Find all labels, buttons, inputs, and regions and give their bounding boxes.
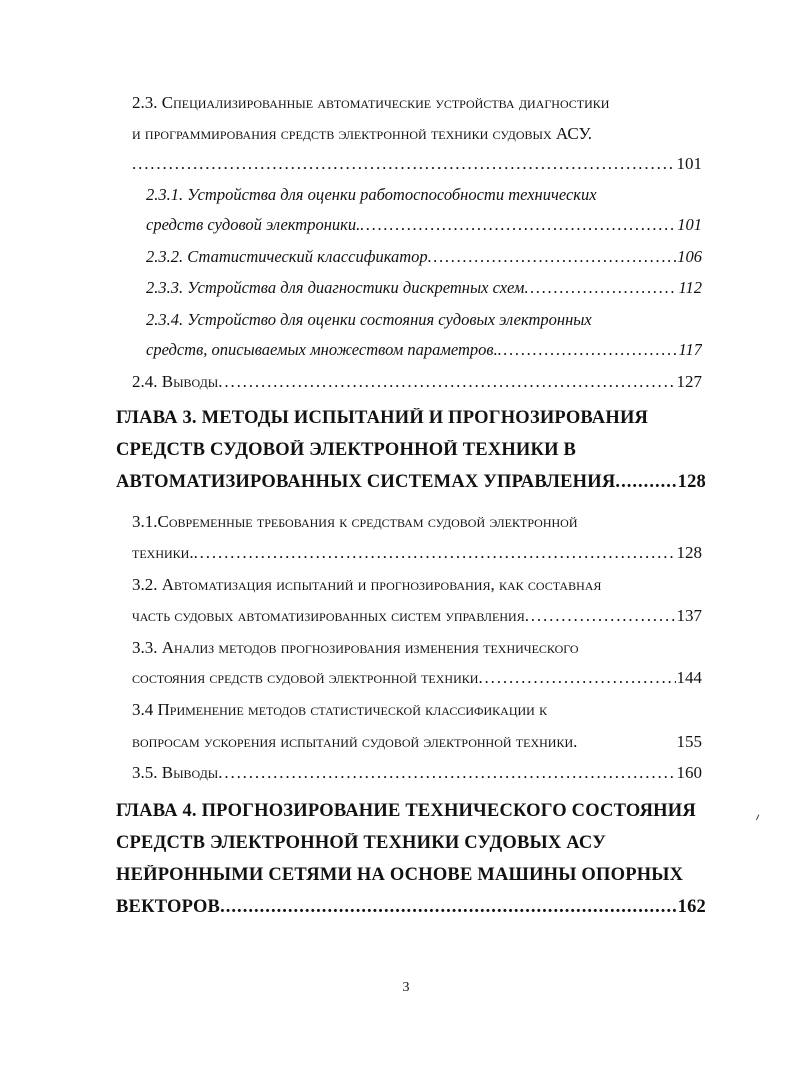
toc-entry-2-3-1-line1: 2.3.1. Устройства для оценки работоспособности технических: [146, 185, 597, 204]
dot-leader: [524, 278, 677, 298]
toc-entry-2-3-1-line2: средств судовой электроники. . . . 101: [146, 215, 702, 235]
toc-entry-2-3-4-line1: 2.3.4. Устройство для оценки состояния судовых электронных: [146, 310, 592, 329]
page-ref: 162: [677, 897, 706, 917]
toc-entry-2-3-4-line2: средств, описываемых множеством параметров. . . . 117: [146, 340, 702, 360]
toc-entry-3-3-line2: состояния средств судовой электронной техники . . . 144: [132, 668, 702, 688]
toc-entry-2-3-line2: и программирования средств электронной техники судовых АСУ.: [132, 124, 592, 143]
dot-leader: [218, 372, 675, 392]
page-ref: 128: [676, 543, 702, 562]
toc-entry-3-2-line1: 3.2. Автоматизация испытаний и прогнозирования, как составная: [132, 575, 602, 594]
dot-leader: [194, 543, 676, 563]
page-ref: 101: [677, 215, 702, 234]
toc-chapter-4-line1: ГЛАВА 4. ПРОГНОЗИРОВАНИЕ ТЕХНИЧЕСКОГО СОСТОЯНИЯ: [116, 801, 696, 821]
toc-entry-3-2-line2: часть судовых автоматизированных систем управления . . . 137: [132, 606, 702, 626]
page-ref: 106: [677, 247, 702, 266]
page-ref: 101: [676, 154, 702, 173]
toc-entry-3-4-line1: 3.4 Применение методов статистической классификации к: [132, 700, 548, 719]
dot-leader: [525, 606, 676, 626]
page-ref: 127: [676, 372, 702, 391]
page-ref: 117: [678, 340, 702, 359]
toc-entry-3-1-line1: 3.1.Современные требования к средствам судовой электронной: [132, 512, 578, 531]
dot-leader: [615, 472, 676, 493]
page-ref: 128: [677, 472, 706, 492]
toc-entry-3-4-line2: вопросам ускорения испытаний судовой электронной техники. 155: [132, 732, 702, 751]
dot-leader: [218, 763, 675, 783]
dot-leader: [428, 247, 677, 267]
dot-leader: [132, 154, 676, 174]
toc-entry-3-3-line1: 3.3. Анализ методов прогнозирования изменения технического: [132, 638, 579, 657]
toc-entry-3-1-line2: техники. . . . 128: [132, 543, 702, 563]
dot-leader: [498, 340, 678, 360]
page-ref: 112: [678, 278, 702, 297]
toc-chapter-3-line1: ГЛАВА 3. МЕТОДЫ ИСПЫТАНИЙ И ПРОГНОЗИРОВАНИЯ: [116, 408, 649, 428]
toc-entry-2-3-leader: [132, 154, 702, 174]
toc-chapter-4-line3: НЕЙРОННЫМИ СЕТЯМИ НА ОСНОВЕ МАШИНЫ ОПОРНЫХ: [116, 865, 684, 885]
page-ref: 144: [676, 668, 702, 687]
toc-chapter-4-line4: ВЕКТОРОВ . . . 162: [116, 897, 706, 918]
dot-leader: [220, 897, 677, 918]
dot-leader: [360, 215, 676, 235]
toc-chapter-3-line3: АВТОМАТИЗИРОВАННЫХ СИСТЕМАХ УПРАВЛЕНИЯ . . . 128: [116, 472, 706, 493]
page-number: 3: [402, 980, 410, 995]
toc-entry-2-3-line1: 2.3. Специализированные автоматические устройства диагностики: [132, 93, 610, 112]
page-ref: 155: [676, 732, 702, 751]
dot-leader: [478, 668, 675, 688]
toc-entry-2-3-3: 2.3.3. Устройства для диагностики дискретных схем . . . 112: [146, 278, 702, 298]
page-ref: 137: [676, 606, 702, 625]
toc-entry-2-3-2: 2.3.2. Статистический классификатор . . . 106: [146, 247, 702, 267]
toc-chapter-3-line2: СРЕДСТВ СУДОВОЙ ЭЛЕКТРОННОЙ ТЕХНИКИ В: [116, 440, 577, 460]
toc-entry-3-5: 3.5. Выводы . . . 160: [132, 763, 702, 783]
toc-entry-2-4: 2.4. Выводы . . . 127: [132, 372, 702, 392]
scan-speck: [756, 814, 762, 821]
page-ref: 160: [676, 763, 702, 782]
toc-chapter-4-line2: СРЕДСТВ ЭЛЕКТРОННОЙ ТЕХНИКИ СУДОВЫХ АСУ: [116, 833, 607, 853]
